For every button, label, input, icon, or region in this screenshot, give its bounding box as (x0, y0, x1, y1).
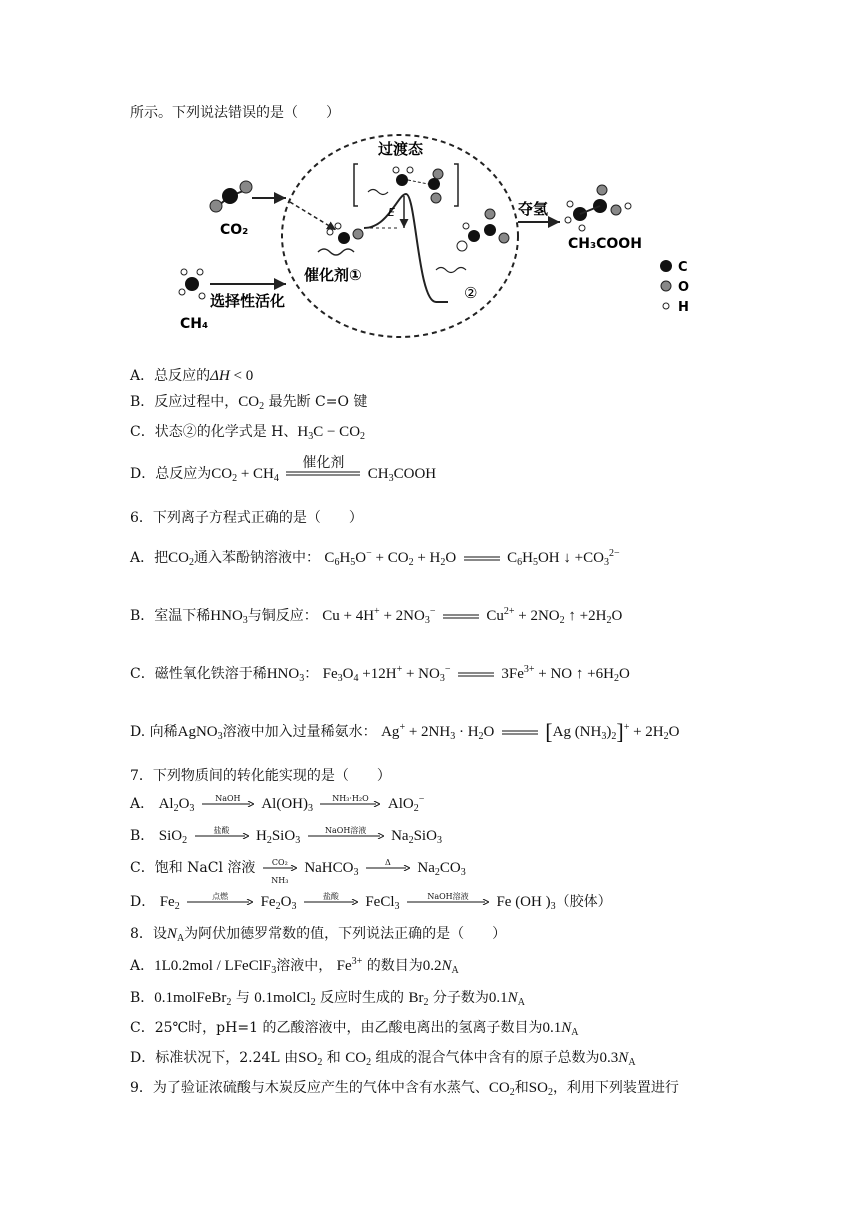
state-2-molecule (436, 209, 509, 273)
q6-option-c: C．磁性氧化铁溶于稀$HNO_3$： $Fe_3O_4 +12H^+ + NO_3^-$ $3Fe^{3+}$ + NO ↑ $+6H_2O$ (130, 664, 630, 684)
svg-text:C: C (678, 260, 688, 275)
reaction-zone-circle (282, 135, 518, 337)
q7-option-b: B． SiO$_2$ 盐酸 $H_2SiO_3$ NaOH溶液 $Na_2SiO_3$ (130, 826, 442, 846)
transition-state-label: 过渡态 (378, 140, 424, 158)
transition-state-molecule (368, 167, 443, 203)
q7-option-c: C．饱和 NaCl 溶液 CO₂ NH₃ NaHCO$_3$ Δ $Na_2CO_3$ (130, 858, 466, 885)
catalyst-label: 催化剂① (304, 266, 362, 284)
q7-option-a: A． $Al_2O_3$ NaOH $Al(OH)_3$ NH₃·H₂O AlO$_2$− (130, 794, 425, 814)
q8-option-d: D．标准状况下，2.24L 由$SO_2$ 和 $CO_2$ 组成的混合气体中含有的原子总数为$0.3N_A$ (130, 1050, 636, 1068)
energy-profile-curve (364, 194, 448, 302)
q8-option-b: B．0.1molFeBr$_2$ 与 0.1molCl$_2$ 反应时生成的 $Br_2$ 分子数为$0.1N_A$ (130, 990, 525, 1008)
intro-text: 所示。下列说法错误的是（ ） (130, 105, 340, 121)
state-2-label: ② (464, 284, 478, 302)
acetic-acid-molecule (565, 185, 631, 231)
selective-activation-label: 选择性活化 (210, 292, 286, 310)
q8-option-c: C．25℃时，pH=1 的乙酸溶液中，由乙酸电离出的氢离子数目为$0.1N_A$ (130, 1020, 579, 1038)
dehydrogenation-label: 夺氢 (518, 200, 549, 218)
co2-molecule (210, 181, 252, 212)
catalyst-site-1 (318, 223, 363, 255)
q7-stem: 7．下列物质间的转化能实现的是（ ） (130, 768, 391, 784)
q5-option-a: A．总反应的ΔH < 0 (130, 368, 254, 384)
q8-option-a: A．1L0.2mol / LFeClF$_3$溶液中， $Fe^{3+}$ 的数目为$0.2N_A$ (130, 956, 459, 976)
q8-stem: 8．设$N_A$为阿伏加德罗常数的值，下列说法正确的是（ ） (130, 926, 507, 944)
reaction-mechanism-diagram (168, 134, 708, 340)
q6-stem: 6．下列离子方程式正确的是（ ） (130, 510, 363, 526)
q7-option-d: D． $Fe_2$ 点燃 $Fe_2O_3$ 盐酸 FeCl$_3$ NaOH溶液 Fe (OH )$_3$（胶体） (130, 892, 612, 912)
ch4-molecule (179, 269, 205, 299)
q6-option-d: D. 向稀AgNO$_3$溶液中加入过量稀氨水： $Ag^+ + 2NH_3 \cdot H_2O$ [Ag $(NH_3)_2]^+ + 2H_2O$ (130, 719, 680, 744)
ch4-label: CH₄ (180, 316, 209, 332)
q5-option-d: D．总反应为$CO_2 + CH_4$ 催化剂 $CH_3COOH$ (130, 455, 437, 484)
atom-legend (660, 260, 689, 315)
svg-text:O: O (678, 280, 690, 295)
q6-option-b: B．室温下稀$HNO_3$与铜反应： $Cu + 4H^+ + 2NO_3^-$ $Cu^{2+} + 2NO_2$ ↑ $+2H_2O$ (130, 606, 623, 626)
product-label: CH₃COOH (568, 236, 642, 252)
q6-option-a: A．把$CO_2$通入苯酚钠溶液中： $C_6H_5O^- + CO_2 + H_2O$ $C_6H_5OH$ ↓ $+CO_3^{2-}$ (130, 548, 620, 568)
svg-text:H: H (678, 300, 689, 315)
q5-option-c: C．状态②的化学式是 H、$H_3C - CO_2$ (130, 424, 366, 442)
activation-energy-label: E (388, 206, 395, 219)
q9-stem: 9．为了验证浓硫酸与木炭反应产生的气体中含有水蒸气、$CO_2$和$SO_2$，利用下列装置进行 (130, 1080, 679, 1098)
co2-label: CO₂ (220, 222, 249, 238)
q5-option-b: B．反应过程中，$CO_2$ 最先断 C=O 键 (130, 394, 368, 412)
